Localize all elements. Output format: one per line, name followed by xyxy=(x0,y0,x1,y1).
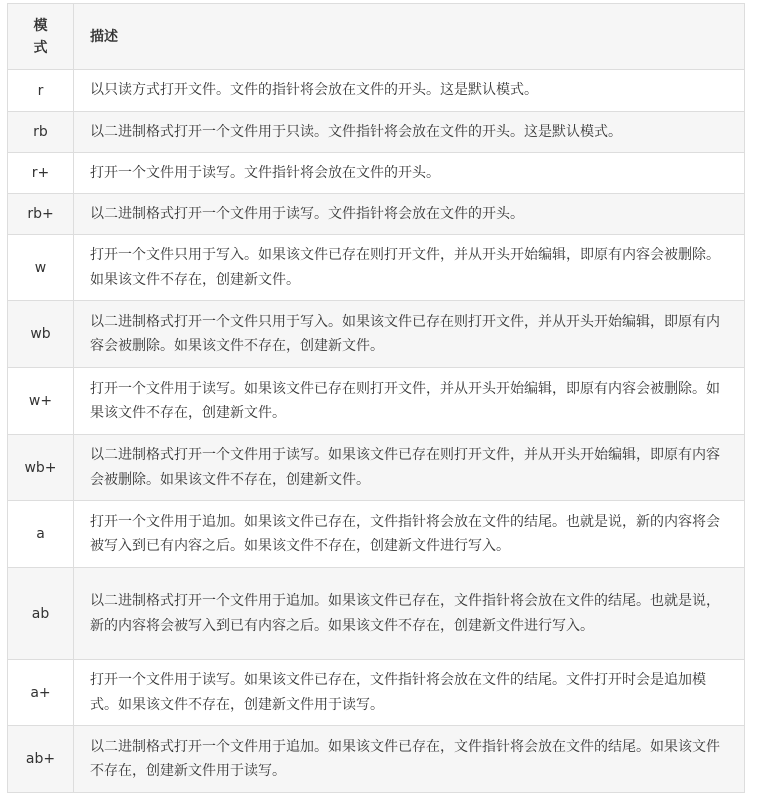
table-row xyxy=(8,568,745,660)
mode-cell: a+ xyxy=(8,660,74,726)
table-row xyxy=(8,660,745,726)
mode-cell: wb+ xyxy=(8,435,74,501)
description-cell: 打开一个文件用于读写。文件指针将会放在文件的开头。 xyxy=(74,153,745,194)
header-mode: 模式 xyxy=(8,4,74,70)
table-header-row xyxy=(8,4,745,70)
mode-cell: r+ xyxy=(8,153,74,194)
mode-cell: rb+ xyxy=(8,194,74,235)
description-cell: 以只读方式打开文件。文件的指针将会放在文件的开头。这是默认模式。 xyxy=(74,70,745,112)
table-row xyxy=(8,70,745,112)
description-cell: 打开一个文件用于追加。如果该文件已存在，文件指针将会放在文件的结尾。也就是说，新的内容将会被写入到已有内容之后。如果该文件不存在，创建新文件进行写入。 xyxy=(74,501,745,568)
mode-cell: w xyxy=(8,235,74,301)
mode-cell: ab xyxy=(8,568,74,660)
description-cell: 以二进制格式打开一个文件用于追加。如果该文件已存在，文件指针将会放在文件的结尾。也就是说，新的内容将会被写入到已有内容之后。如果该文件不存在，创建新文件进行写入。 xyxy=(74,568,745,660)
table-row xyxy=(8,368,745,435)
table-row xyxy=(8,153,745,194)
description-cell: 以二进制格式打开一个文件用于读写。文件指针将会放在文件的开头。 xyxy=(74,194,745,235)
description-cell: 以二进制格式打开一个文件用于只读。文件指针将会放在文件的开头。这是默认模式。 xyxy=(74,112,745,153)
mode-cell: r xyxy=(8,70,74,112)
table-row xyxy=(8,726,745,793)
table-row xyxy=(8,194,745,235)
mode-cell: a xyxy=(8,501,74,568)
description-cell: 打开一个文件用于读写。如果该文件已存在，文件指针将会放在文件的结尾。文件打开时会是追加模式。如果该文件不存在，创建新文件用于读写。 xyxy=(74,660,745,726)
description-cell: 打开一个文件用于读写。如果该文件已存在则打开文件，并从开头开始编辑，即原有内容会被删除。如果该文件不存在，创建新文件。 xyxy=(74,368,745,435)
description-cell: 以二进制格式打开一个文件用于追加。如果该文件已存在，文件指针将会放在文件的结尾。如果该文件不存在，创建新文件用于读写。 xyxy=(74,726,745,793)
file-mode-table xyxy=(7,3,745,793)
description-cell: 以二进制格式打开一个文件用于读写。如果该文件已存在则打开文件，并从开头开始编辑，即原有内容会被删除。如果该文件不存在，创建新文件。 xyxy=(74,435,745,501)
description-cell: 以二进制格式打开一个文件只用于写入。如果该文件已存在则打开文件，并从开头开始编辑，即原有内容会被删除。如果该文件不存在，创建新文件。 xyxy=(74,301,745,368)
table-row xyxy=(8,435,745,501)
mode-cell: ab+ xyxy=(8,726,74,793)
header-description: 描述 xyxy=(74,4,745,70)
table-row xyxy=(8,501,745,568)
table-row xyxy=(8,112,745,153)
mode-cell: rb xyxy=(8,112,74,153)
description-cell: 打开一个文件只用于写入。如果该文件已存在则打开文件，并从开头开始编辑，即原有内容会被删除。如果该文件不存在，创建新文件。 xyxy=(74,235,745,301)
mode-cell: w+ xyxy=(8,368,74,435)
table-row xyxy=(8,301,745,368)
table-row xyxy=(8,235,745,301)
mode-cell: wb xyxy=(8,301,74,368)
